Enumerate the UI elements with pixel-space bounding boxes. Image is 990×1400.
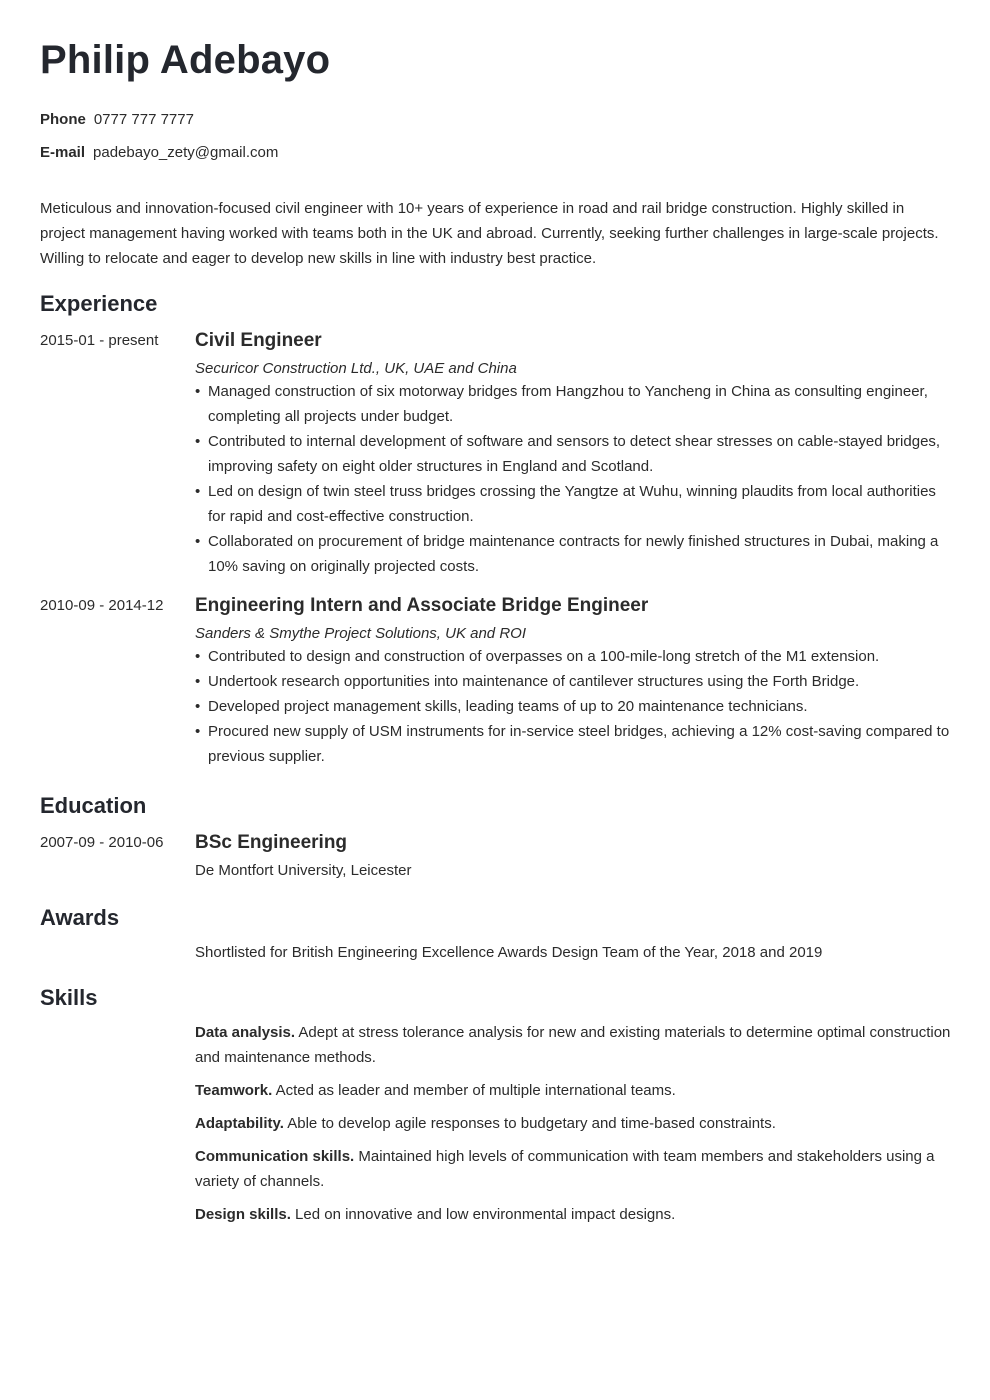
list-item: • Undertook research opportunities into maintenance of cantilever structures using the Forth Bridge. <box>195 669 951 694</box>
bullet-icon: • <box>195 698 201 715</box>
skill-name: Design skills. <box>195 1206 291 1223</box>
company-name: Securicor Construction Ltd., UK, UAE and China <box>195 360 517 377</box>
skill-item <box>195 1020 955 1070</box>
experience-dates: 2015-01 - present <box>40 332 159 349</box>
skill-description: Able to develop agile responses to budgetary and time-based constraints. <box>287 1115 776 1132</box>
education-dates: 2007-09 - 2010-06 <box>40 834 164 851</box>
award-item: Shortlisted for British Engineering Excellence Awards Design Team of the Year, 2018 and 2019 <box>195 944 823 961</box>
skill-description: Adept at stress tolerance analysis for new and existing materials to determine optimal construction and maintenance methods. <box>195 1024 951 1066</box>
responsibility-list <box>195 644 951 769</box>
candidate-name: Philip Adebayo <box>40 38 331 82</box>
skill-description: Acted as leader and member of multiple international teams. <box>275 1082 676 1099</box>
experience-dates: 2010-09 - 2014-12 <box>40 597 164 614</box>
list-item: • Contributed to design and construction of overpasses on a 100-mile-long stretch of the M1 extension. <box>195 644 951 669</box>
institution-name: De Montfort University, Leicester <box>195 862 412 879</box>
company-name: Sanders & Smythe Project Solutions, UK and ROI <box>195 625 526 642</box>
experience-body <box>195 595 951 769</box>
job-title: Engineering Intern and Associate Bridge Engineer <box>195 595 649 616</box>
skill-name: Adaptability. <box>195 1115 284 1132</box>
email-value: padebayo_zety@gmail.com <box>93 144 279 161</box>
phone-label: Phone <box>40 111 86 128</box>
skill-item <box>195 1111 955 1136</box>
skill-item <box>195 1202 955 1227</box>
section-title-education: Education <box>40 793 147 818</box>
bullet-icon: • <box>195 648 201 665</box>
degree-title: BSc Engineering <box>195 832 348 853</box>
section-title-skills: Skills <box>40 985 98 1010</box>
skill-name: Communication skills. <box>195 1148 355 1165</box>
bullet-icon: • <box>195 433 201 450</box>
section-title-awards: Awards <box>40 905 120 930</box>
bullet-icon: • <box>195 483 201 500</box>
experience-body <box>195 330 951 579</box>
email-label: E-mail <box>40 144 86 161</box>
contact-phone <box>40 110 194 130</box>
phone-value: 0777 777 7777 <box>93 111 194 128</box>
list-item: • Contributed to internal development of software and sensors to detect shear stresses on cable-stayed bridges, improving safety on eight older structures in England and Scotland. <box>195 429 951 479</box>
bullet-icon: • <box>195 673 201 690</box>
skill-name: Teamwork. <box>195 1082 273 1099</box>
list-item: • Developed project management skills, leading teams of up to 20 maintenance technicians. <box>195 694 951 719</box>
list-item: • Managed construction of six motorway bridges from Hangzhou to Yancheng in China as consulting engineer, completing all projects under budget. <box>195 379 951 429</box>
responsibility-list <box>195 379 951 579</box>
education-body <box>195 832 951 881</box>
section-title-experience: Experience <box>40 291 158 316</box>
job-title: Civil Engineer <box>195 330 322 351</box>
contact-email <box>40 143 278 163</box>
list-item: • Led on design of twin steel truss bridges crossing the Yangtze at Wuhu, winning plaudits from local authorities for rapid and cost-effective construction. <box>195 479 951 529</box>
skill-description: Led on innovative and low environmental impact designs. <box>295 1206 676 1223</box>
skill-item <box>195 1078 955 1103</box>
bullet-icon: • <box>195 723 201 740</box>
list-item: • Collaborated on procurement of bridge maintenance contracts for newly finished structures in Dubai, making a 10% saving on originally projected costs. <box>195 529 951 579</box>
profile-summary: Meticulous and innovation-focused civil engineer with 10+ years of experience in road and rail bridge construction. Highly skilled in project management having worked with teams both in the UK and abroad. Currently, seeking further challenges in large-scale projects. Willing to relocate and eager to develop new skills in line with industry best practice. <box>40 200 939 267</box>
skill-name: Data analysis. <box>195 1024 296 1041</box>
list-item: • Procured new supply of USM instruments for in-service steel bridges, achieving a 12% cost-saving compared to previous supplier. <box>195 719 951 769</box>
skill-item <box>195 1144 955 1194</box>
bullet-icon: • <box>195 383 201 400</box>
bullet-icon: • <box>195 533 201 550</box>
skill-description: Maintained high levels of communication with team members and stakeholders using a variety of channels. <box>195 1148 935 1190</box>
